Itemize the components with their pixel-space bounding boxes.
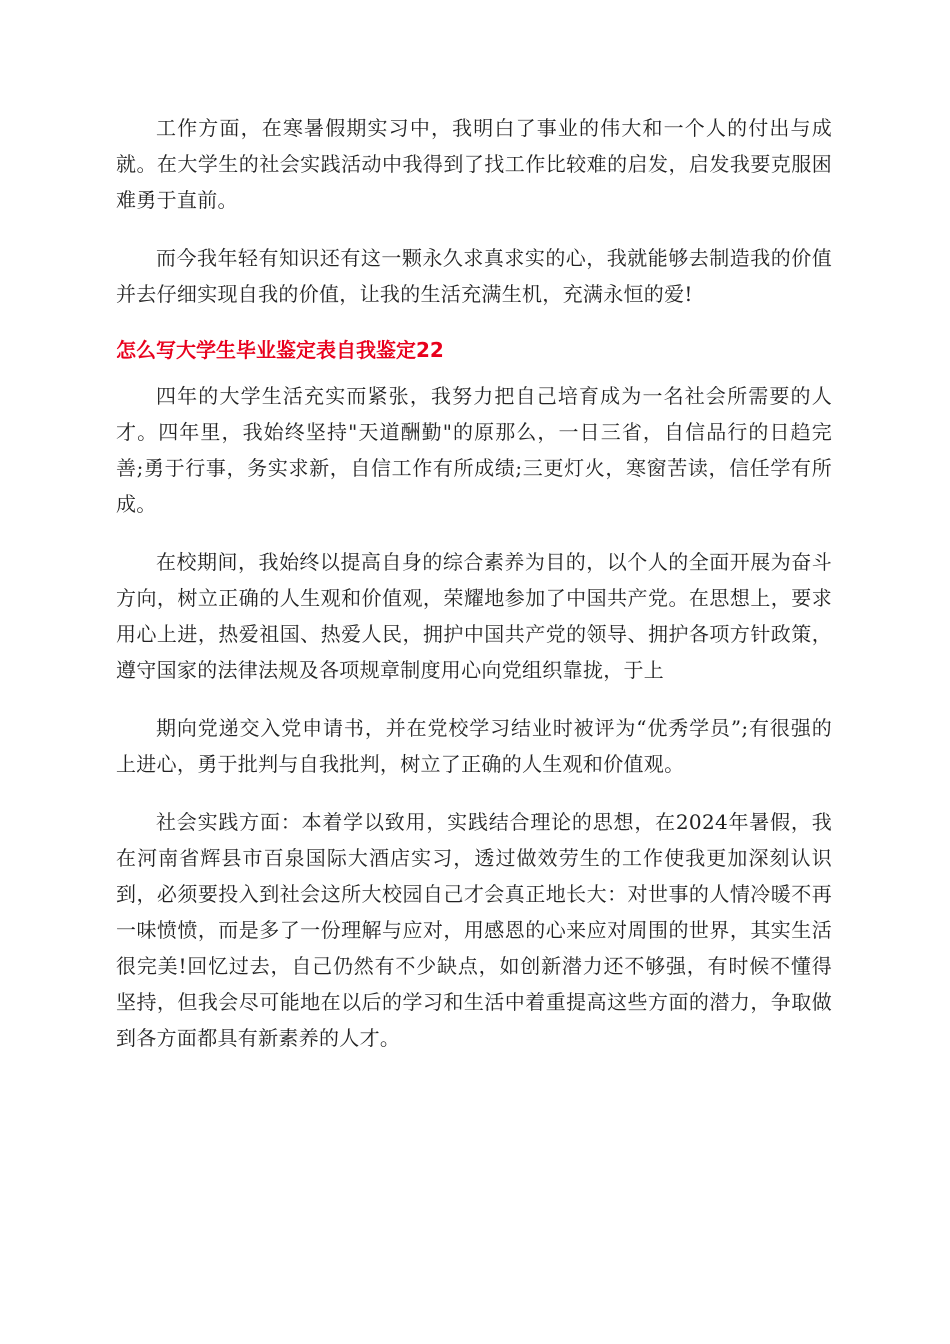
paragraph-work: 工作方面，在寒暑假期实习中，我明白了事业的伟大和一个人的付出与成就。在大学生的社会实践活动中我得到了找工作比较难的启发，启发我要克服困难勇于直前。 [116, 116, 832, 212]
paragraph-four-years: 四年的大学生活充实而紧张，我努力把自己培育成为一名社会所需要的人才。四年里，我始终坚持"天道酬勤"的原那么，一日三省，自信品行的日趋完善;勇于行事，务实求新，自信工作有所成绩;三更灯火，寒窗苦读，信任学有所成。 [116, 384, 832, 516]
paragraph-social-practice: 社会实践方面：本着学以致用，实践结合理论的思想，在2024年暑假，我在河南省辉县市百泉国际大酒店实习，透过做效劳生的工作使我更加深刻认识到，必须要投入到社会这所大校园自己才会真正地长大：对世事的人情冷暖不再一味愤愤，而是多了一份理解与应对，用感恩的心来应对周围的世界，其实生活很完美!回忆过去，自己仍然有不少缺点，如创新潜力还不够强，有时候不懂得坚持，但我会尽可能地在以后的学习和生活中着重提高这些方面的潜力，争取做到各方面都具有新素养的人才。 [116, 810, 832, 1050]
paragraph-youth: 而今我年轻有知识还有这一颗永久求真求实的心，我就能够去制造我的价值并去仔细实现自我的价值，让我的生活充满生机，充满永恒的爱! [116, 246, 832, 306]
section-heading: 怎么写大学生毕业鉴定表自我鉴定22 [116, 338, 444, 362]
paragraph-party: 期向党递交入党申请书，并在党校学习结业时被评为“优秀学员”;有很强的上进心，勇于批判与自我批判，树立了正确的人生观和价值观。 [116, 716, 832, 776]
document-page [116, 110, 832, 1078]
paragraph-campus: 在校期间，我始终以提高自身的综合素养为目的，以个人的全面开展为奋斗方向，树立正确的人生观和价值观，荣耀地参加了中国共产党。在思想上，要求用心上进，热爱祖国、热爱人民，拥护中国共产党的领导、拥护各项方针政策，遵守国家的法律法规及各项规章制度用心向党组织靠拢，于上 [116, 550, 832, 682]
